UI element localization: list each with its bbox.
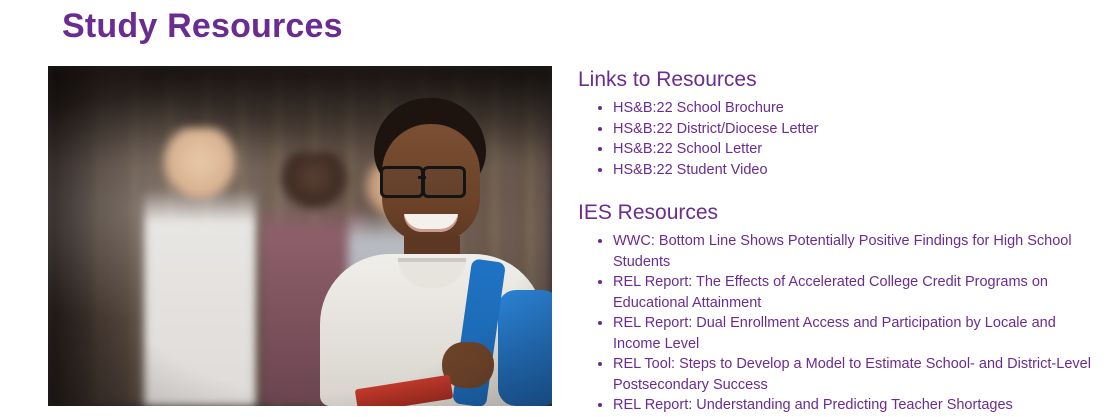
list-item[interactable] [613,98,1098,119]
resource-link[interactable]: HS&B:22 District/Diocese Letter [613,120,819,137]
resource-link[interactable]: HS&B:22 School Brochure [613,100,784,116]
resource-link[interactable]: REL Report: Dual Enrollment Access and Participation by Locale and Income Level [613,315,1056,352]
resource-link[interactable]: WWC: Bottom Line Shows Potentially Positive Findings for High School Students [613,233,1072,270]
page-title: Study Resources [62,7,343,45]
list-item[interactable] [613,395,1098,416]
resource-link[interactable]: REL Report: Understanding and Predicting Teacher Shortages [613,397,1013,413]
resources-column [578,66,1098,416]
ies-resources-list [578,231,1098,416]
list-item[interactable] [613,272,1098,313]
ies-resources-heading: IES Resources [578,201,719,224]
resource-link[interactable]: REL Report: The Effects of Accelerated College Credit Programs on Educational Attainment [613,274,1048,311]
links-to-resources-heading: Links to Resources [578,68,757,91]
list-item[interactable] [613,139,1098,160]
list-item[interactable] [613,354,1098,395]
list-item[interactable] [613,119,1098,140]
photo-vignette [48,66,552,406]
list-item[interactable] [613,160,1098,181]
resource-link[interactable]: HS&B:22 Student Video [613,161,768,178]
resource-link[interactable]: REL Tool: Steps to Develop a Model to Estimate School- and District-Level Postsecondary Success [613,356,1091,393]
links-to-resources-list [578,98,1098,180]
list-item[interactable] [613,313,1098,354]
resource-link[interactable]: HS&B:22 School Letter [613,141,763,157]
student-in-library-photo [48,66,552,406]
list-item[interactable] [613,231,1098,272]
